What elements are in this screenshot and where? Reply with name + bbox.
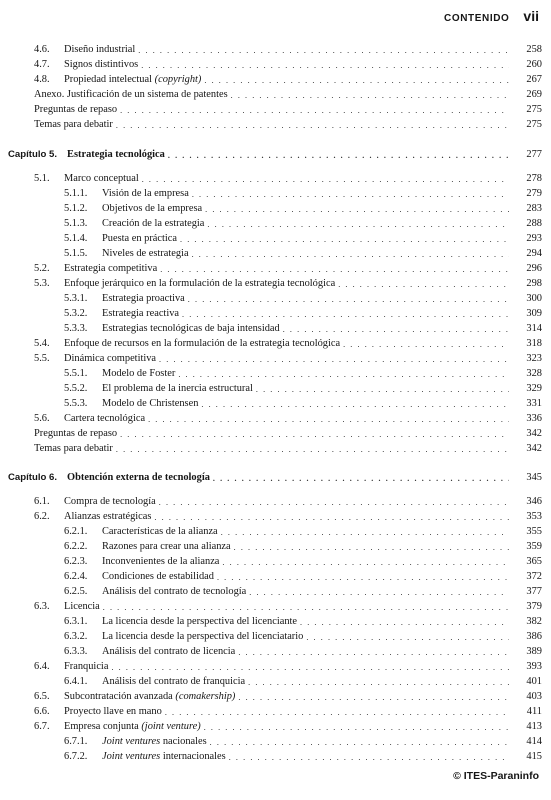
- entry-number: 6.4.1.: [64, 676, 88, 687]
- toc-subentry: [64, 616, 542, 628]
- dot-leader: [221, 528, 509, 538]
- entry-title-text: Propiedad intelectual: [64, 74, 153, 85]
- toc-entry: [34, 119, 542, 131]
- entry-number: 6.2.: [34, 511, 50, 522]
- dot-leader: [141, 61, 509, 71]
- toc-subentry: [64, 398, 542, 410]
- entry-title-italic: Joint ventures: [102, 736, 161, 747]
- toc-subentry: [64, 676, 542, 688]
- entry-number: 4.6.: [34, 44, 50, 55]
- dot-leader: [248, 678, 509, 688]
- dot-leader: [160, 265, 509, 275]
- entry-title: Estrategias tecnológicas de baja intensidad: [102, 323, 280, 334]
- toc-subentry: [64, 308, 542, 320]
- entry-page: 331: [526, 398, 542, 409]
- entry-title: La licencia desde la perspectiva del licenciatario: [102, 631, 304, 642]
- toc-entry: [34, 278, 542, 290]
- entry-number: 6.6.: [34, 706, 50, 717]
- entry-page: 279: [526, 188, 542, 199]
- entry-number: 6.7.2.: [64, 751, 88, 762]
- entry-title: Objetivos de la empresa: [102, 203, 203, 214]
- entry-title: Razones para crear una alianza: [102, 541, 231, 552]
- entry-title: Temas para debatir: [34, 119, 113, 130]
- entry-page: 277: [526, 149, 542, 160]
- dot-leader: [222, 558, 509, 568]
- entry-page: 296: [526, 263, 542, 274]
- toc-entry: [34, 104, 542, 116]
- entry-page: 386: [526, 631, 542, 642]
- entry-title: Diseño industrial: [64, 44, 136, 55]
- entry-page: 336: [526, 413, 542, 424]
- toc-subentry: [64, 188, 542, 200]
- dot-leader: [142, 175, 509, 185]
- entry-page: 345: [526, 472, 542, 483]
- chapter-title: Estrategia tecnológica: [67, 149, 165, 160]
- entry-page: 267: [526, 74, 542, 85]
- entry-page: 353: [526, 511, 542, 522]
- entry-title: Dinámica competitiva: [64, 353, 157, 364]
- entry-title: [102, 736, 207, 748]
- toc-entry: [34, 353, 542, 365]
- entry-number: 5.3.1.: [64, 293, 88, 304]
- entry-page: 382: [526, 616, 542, 627]
- entry-page: 355: [526, 526, 542, 537]
- dot-leader: [159, 498, 509, 508]
- entry-title-text: Subcontratación avanzada: [64, 691, 173, 702]
- entry-number: 6.2.1.: [64, 526, 88, 537]
- dot-leader: [192, 190, 509, 200]
- entry-title-italic: (comakership): [175, 691, 236, 702]
- dot-leader: [120, 106, 509, 116]
- entry-title: Visión de la empresa: [102, 188, 189, 199]
- toc-subentry: [64, 203, 542, 215]
- entry-page: 379: [526, 601, 542, 612]
- dot-leader: [111, 663, 509, 673]
- chapter-number: Capítulo 5.: [8, 149, 58, 160]
- entry-number: 6.3.1.: [64, 616, 88, 627]
- entry-number: 5.5.3.: [64, 398, 88, 409]
- toc-subentry: [64, 218, 542, 230]
- toc-entry: [34, 661, 542, 673]
- toc-entry: [34, 721, 542, 733]
- entry-number: 6.2.5.: [64, 586, 88, 597]
- entry-number: 5.4.: [34, 338, 50, 349]
- entry-number: 6.3.: [34, 601, 50, 612]
- entry-title: Creación de la estrategia: [102, 218, 205, 229]
- entry-page: 403: [526, 691, 542, 702]
- entry-title: [64, 74, 201, 86]
- entry-number: 5.2.: [34, 263, 50, 274]
- entry-page: 414: [526, 736, 542, 747]
- toc-chapter-heading: [8, 472, 542, 484]
- entry-number: 6.7.: [34, 721, 50, 732]
- entry-page: 365: [526, 556, 542, 567]
- entry-title: Modelo de Christensen: [102, 398, 199, 409]
- entry-title: Estrategia reactiva: [102, 308, 180, 319]
- toc-subentry: [64, 751, 542, 763]
- dot-leader: [249, 588, 509, 598]
- dot-leader: [229, 753, 509, 763]
- toc-chapter-heading: [8, 149, 542, 161]
- entry-page: 275: [526, 104, 542, 115]
- entry-number: 5.1.1.: [64, 188, 88, 199]
- dot-leader: [138, 46, 509, 56]
- dot-leader: [231, 91, 509, 101]
- entry-number: 6.3.2.: [64, 631, 88, 642]
- entry-number: 6.2.4.: [64, 571, 88, 582]
- dot-leader: [165, 708, 509, 718]
- entry-page: 294: [526, 248, 542, 259]
- entry-title: [64, 721, 201, 733]
- entry-number: 5.5.1.: [64, 368, 88, 379]
- entry-number: 6.1.: [34, 496, 50, 507]
- entry-title: Preguntas de repaso: [34, 428, 118, 439]
- toc-entry: [34, 691, 542, 703]
- dot-leader: [343, 340, 509, 350]
- entry-page: 377: [526, 586, 542, 597]
- entry-title: [64, 691, 235, 703]
- entry-title: Enfoque de recursos en la formulación de la estrategia tecnológica: [64, 338, 341, 349]
- entry-number: 6.2.2.: [64, 541, 88, 552]
- entry-number: 5.3.: [34, 278, 50, 289]
- entry-page: 328: [526, 368, 542, 379]
- dot-leader: [154, 513, 509, 523]
- entry-title: El problema de la inercia estructural: [102, 383, 253, 394]
- toc-entry: [34, 338, 542, 350]
- toc-entry: [34, 59, 542, 71]
- toc-subentry: [64, 736, 542, 748]
- entry-title-italic: (joint venture): [141, 721, 201, 732]
- entry-page: 258: [526, 44, 542, 55]
- entry-title: Preguntas de repaso: [34, 104, 118, 115]
- toc-subentry: [64, 646, 542, 658]
- entry-title: Franquicia: [64, 661, 109, 672]
- entry-page: 323: [526, 353, 542, 364]
- toc-subentry: [64, 541, 542, 553]
- entry-title: Condiciones de estabilidad: [102, 571, 214, 582]
- entry-title-italic: Joint ventures: [102, 751, 161, 762]
- dot-leader: [204, 723, 509, 733]
- entry-page: 342: [526, 428, 542, 439]
- entry-title: Licencia: [64, 601, 100, 612]
- chapter-number: Capítulo 6.: [8, 472, 58, 483]
- entry-title: Temas para debatir: [34, 443, 113, 454]
- dot-leader: [210, 738, 509, 748]
- dot-leader: [168, 151, 509, 161]
- dot-leader: [182, 310, 509, 320]
- entry-page: 300: [526, 293, 542, 304]
- entry-number: 6.4.: [34, 661, 50, 672]
- header-title: CONTENIDO: [444, 13, 510, 24]
- toc-entry: [34, 443, 542, 455]
- entry-title: [102, 751, 226, 763]
- toc-entry: [34, 44, 542, 56]
- entry-page: 346: [526, 496, 542, 507]
- entry-page: 269: [526, 89, 542, 100]
- dot-leader: [338, 280, 509, 290]
- entry-page: 359: [526, 541, 542, 552]
- entry-page: 278: [526, 173, 542, 184]
- entry-title: Compra de tecnología: [64, 496, 156, 507]
- entry-number: 5.1.: [34, 173, 50, 184]
- dot-leader: [213, 474, 509, 484]
- entry-number: 5.1.5.: [64, 248, 88, 259]
- dot-leader: [204, 76, 509, 86]
- entry-page: 288: [526, 218, 542, 229]
- dot-leader: [116, 121, 509, 131]
- toc-entry: [34, 173, 542, 185]
- dot-leader: [205, 205, 509, 215]
- dot-leader: [300, 618, 509, 628]
- entry-page: 389: [526, 646, 542, 657]
- toc-subentry: [64, 586, 542, 598]
- entry-number: 6.7.1.: [64, 736, 88, 747]
- entry-title-text: nacionales: [162, 736, 207, 747]
- entry-number: 5.1.4.: [64, 233, 88, 244]
- toc-subentry: [64, 368, 542, 380]
- entry-number: 5.1.2.: [64, 203, 88, 214]
- publisher-footer: © ITES-Paraninfo: [453, 770, 539, 782]
- header-page-number: vii: [523, 8, 539, 24]
- entry-page: 411: [526, 706, 542, 717]
- entry-number: 5.5.: [34, 353, 50, 364]
- entry-page: 275: [526, 119, 542, 130]
- dot-leader: [201, 400, 509, 410]
- toc-entry: [34, 413, 542, 425]
- entry-number: 5.3.2.: [64, 308, 88, 319]
- dot-leader: [306, 633, 509, 643]
- entry-title-text: internacionales: [162, 751, 226, 762]
- dot-leader: [178, 370, 509, 380]
- entry-number: 5.3.3.: [64, 323, 88, 334]
- dot-leader: [192, 250, 509, 260]
- entry-page: 401: [526, 676, 542, 687]
- entry-title: Marco conceptual: [64, 173, 139, 184]
- entry-title: Anexo. Justificación de un sistema de patentes: [34, 89, 228, 100]
- toc-subentry: [64, 526, 542, 538]
- entry-title: Proyecto llave en mano: [64, 706, 162, 717]
- entry-title: Estrategia proactiva: [102, 293, 185, 304]
- toc-subentry: [64, 323, 542, 335]
- toc-entry: [34, 496, 542, 508]
- entry-page: 314: [526, 323, 542, 334]
- entry-page: 393: [526, 661, 542, 672]
- entry-number: 4.7.: [34, 59, 50, 70]
- toc-subentry: [64, 556, 542, 568]
- entry-page: 298: [526, 278, 542, 289]
- toc-entry: [34, 601, 542, 613]
- entry-page: 283: [526, 203, 542, 214]
- chapter-title: Obtención externa de tecnología: [67, 472, 210, 483]
- entry-page: 309: [526, 308, 542, 319]
- entry-number: 4.8.: [34, 74, 50, 85]
- entry-title: Estrategia competitiva: [64, 263, 158, 274]
- dot-leader: [120, 430, 509, 440]
- entry-title: La licencia desde la perspectiva del licenciante: [102, 616, 298, 627]
- entry-page: 293: [526, 233, 542, 244]
- dot-leader: [283, 325, 509, 335]
- entry-title: Análisis del contrato de licencia: [102, 646, 236, 657]
- dot-leader: [207, 220, 509, 230]
- entry-number: 5.6.: [34, 413, 50, 424]
- entry-title: Enfoque jerárquico en la formulación de la estrategia tecnológica: [64, 278, 336, 289]
- toc-entry: [34, 428, 542, 440]
- entry-page: 329: [526, 383, 542, 394]
- toc-subentry: [64, 293, 542, 305]
- toc-entry: [34, 263, 542, 275]
- toc-subentry: [64, 571, 542, 583]
- dot-leader: [238, 693, 509, 703]
- entry-title: Puesta en práctica: [102, 233, 178, 244]
- toc-subentry: [64, 248, 542, 260]
- entry-number: 6.5.: [34, 691, 50, 702]
- entry-title: Análisis del contrato de franquicia: [102, 676, 246, 687]
- entry-page: 372: [526, 571, 542, 582]
- toc-subentry: [64, 233, 542, 245]
- entry-number: 6.3.3.: [64, 646, 88, 657]
- entry-title: Modelo de Foster: [102, 368, 176, 379]
- dot-leader: [238, 648, 509, 658]
- entry-title: Inconvenientes de la alianza: [102, 556, 220, 567]
- entry-title: Alianzas estratégicas: [64, 511, 152, 522]
- dot-leader: [217, 573, 509, 583]
- entry-page: 415: [526, 751, 542, 762]
- dot-leader: [116, 445, 509, 455]
- toc-entry: [34, 706, 542, 718]
- dot-leader: [103, 603, 509, 613]
- dot-leader: [256, 385, 509, 395]
- entry-page: 413: [526, 721, 542, 732]
- dot-leader: [180, 235, 509, 245]
- entry-title: Análisis del contrato de tecnología: [102, 586, 247, 597]
- toc-entry: [34, 74, 542, 86]
- entry-title-italic: (copyright): [154, 74, 202, 85]
- entry-title: Signos distintivos: [64, 59, 139, 70]
- dot-leader: [148, 415, 509, 425]
- toc-subentry: [64, 383, 542, 395]
- toc-entry: [34, 511, 542, 523]
- entry-number: 5.1.3.: [64, 218, 88, 229]
- entry-page: 260: [526, 59, 542, 70]
- entry-number: 6.2.3.: [64, 556, 88, 567]
- dot-leader: [234, 543, 509, 553]
- toc-subentry: [64, 631, 542, 643]
- entry-page: 342: [526, 443, 542, 454]
- entry-title: Niveles de estrategia: [102, 248, 189, 259]
- entry-title: Características de la alianza: [102, 526, 218, 537]
- entry-number: 5.5.2.: [64, 383, 88, 394]
- dot-leader: [159, 355, 509, 365]
- toc-entry: [34, 89, 542, 101]
- entry-title: Cartera tecnológica: [64, 413, 146, 424]
- entry-title-text: Empresa conjunta: [64, 721, 139, 732]
- entry-page: 318: [526, 338, 542, 349]
- dot-leader: [188, 295, 509, 305]
